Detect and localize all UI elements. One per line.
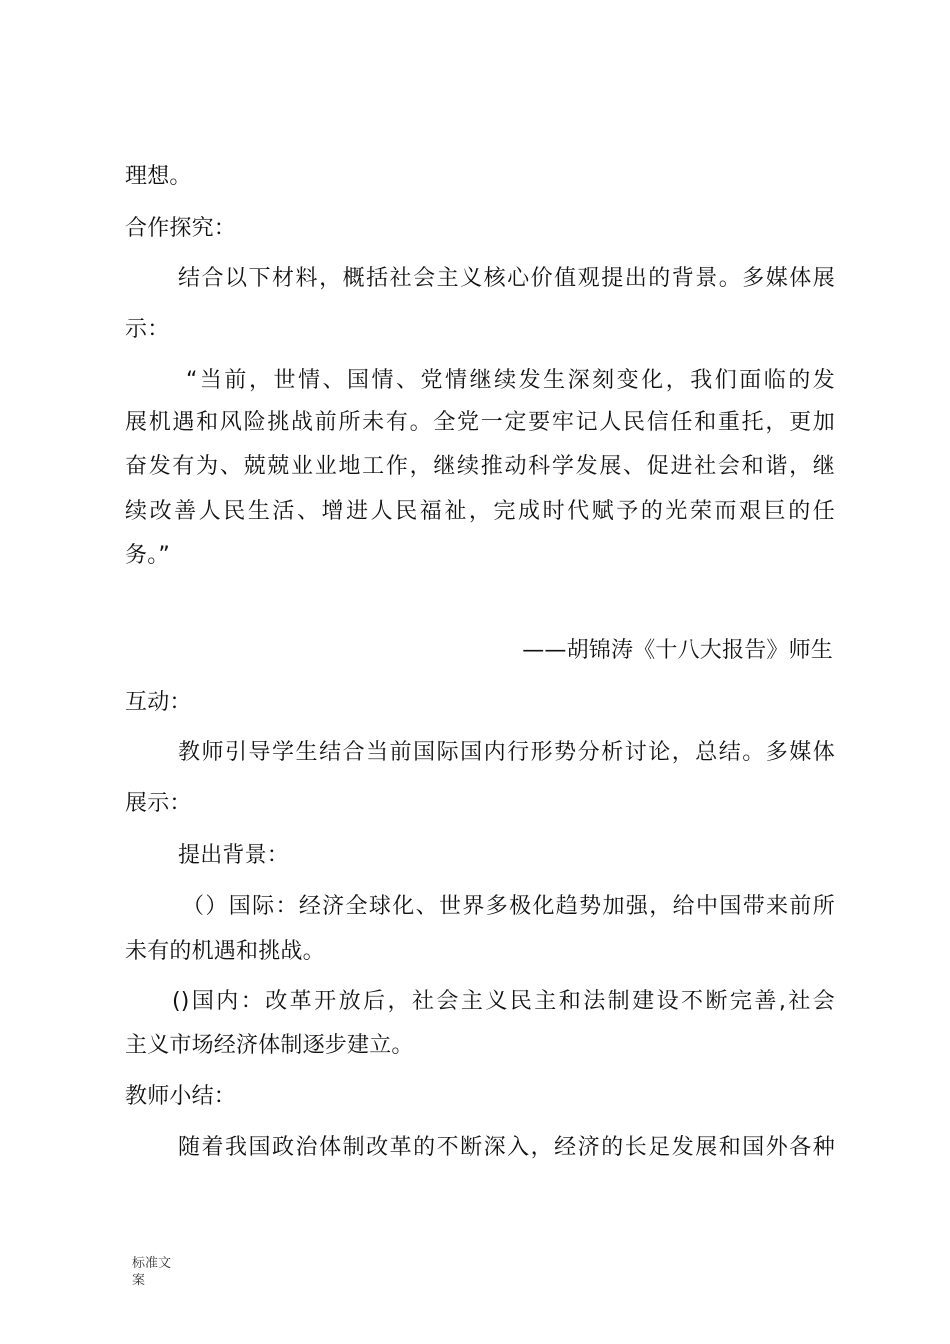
text-line: ()国内：改革开放后，社会主义民主和法制建设不断完善,社会 bbox=[172, 989, 835, 1014]
quote-line: “当前，世情、国情、党情继续发生深刻变化，我们面临的发 bbox=[186, 368, 835, 393]
text-line: 理想。 bbox=[125, 164, 192, 189]
text-line: 结合以下材料，概括社会主义核心价值观提出的背景。多媒体展 bbox=[178, 266, 835, 291]
quote-attribution: ——胡锦涛《十八大报告》师生 bbox=[522, 638, 833, 663]
text-line: 主义市场经济体制逐步建立。 bbox=[125, 1033, 414, 1058]
quote-line: 奋发有为、兢兢业业地工作，继续推动科学发展、促进社会和谐，继 bbox=[125, 454, 835, 479]
text-line: 提出背景： bbox=[178, 843, 290, 868]
text-line: 展示： bbox=[125, 791, 192, 816]
section-heading: 互动： bbox=[125, 690, 192, 715]
text-line: 示： bbox=[125, 317, 170, 342]
quote-line: 续改善人民生活、增进人民福祉，完成时代赋予的光荣而艰巨的任 bbox=[125, 499, 835, 524]
text-line: 教师引导学生结合当前国际国内行形势分析讨论，总结。多媒体 bbox=[178, 740, 835, 765]
page-footer bbox=[132, 1255, 182, 1289]
section-heading: 教师小结： bbox=[125, 1084, 237, 1109]
footer-line: 标准文 bbox=[132, 1256, 172, 1271]
text-line: 未有的机遇和挑战。 bbox=[125, 939, 325, 964]
quote-line: 务。” bbox=[125, 543, 170, 568]
section-heading: 合作探究： bbox=[125, 216, 237, 241]
text-line: （）国际：经济全球化、世界多极化趋势加强，给中国带来前所 bbox=[182, 894, 835, 919]
footer-line: 案 bbox=[132, 1273, 146, 1288]
quote-line: 展机遇和风险挑战前所未有。全党一定要牢记人民信任和重托，更加 bbox=[125, 410, 835, 435]
text-line: 随着我国政治体制改革的不断深入，经济的长足发展和国外各种 bbox=[178, 1135, 835, 1160]
